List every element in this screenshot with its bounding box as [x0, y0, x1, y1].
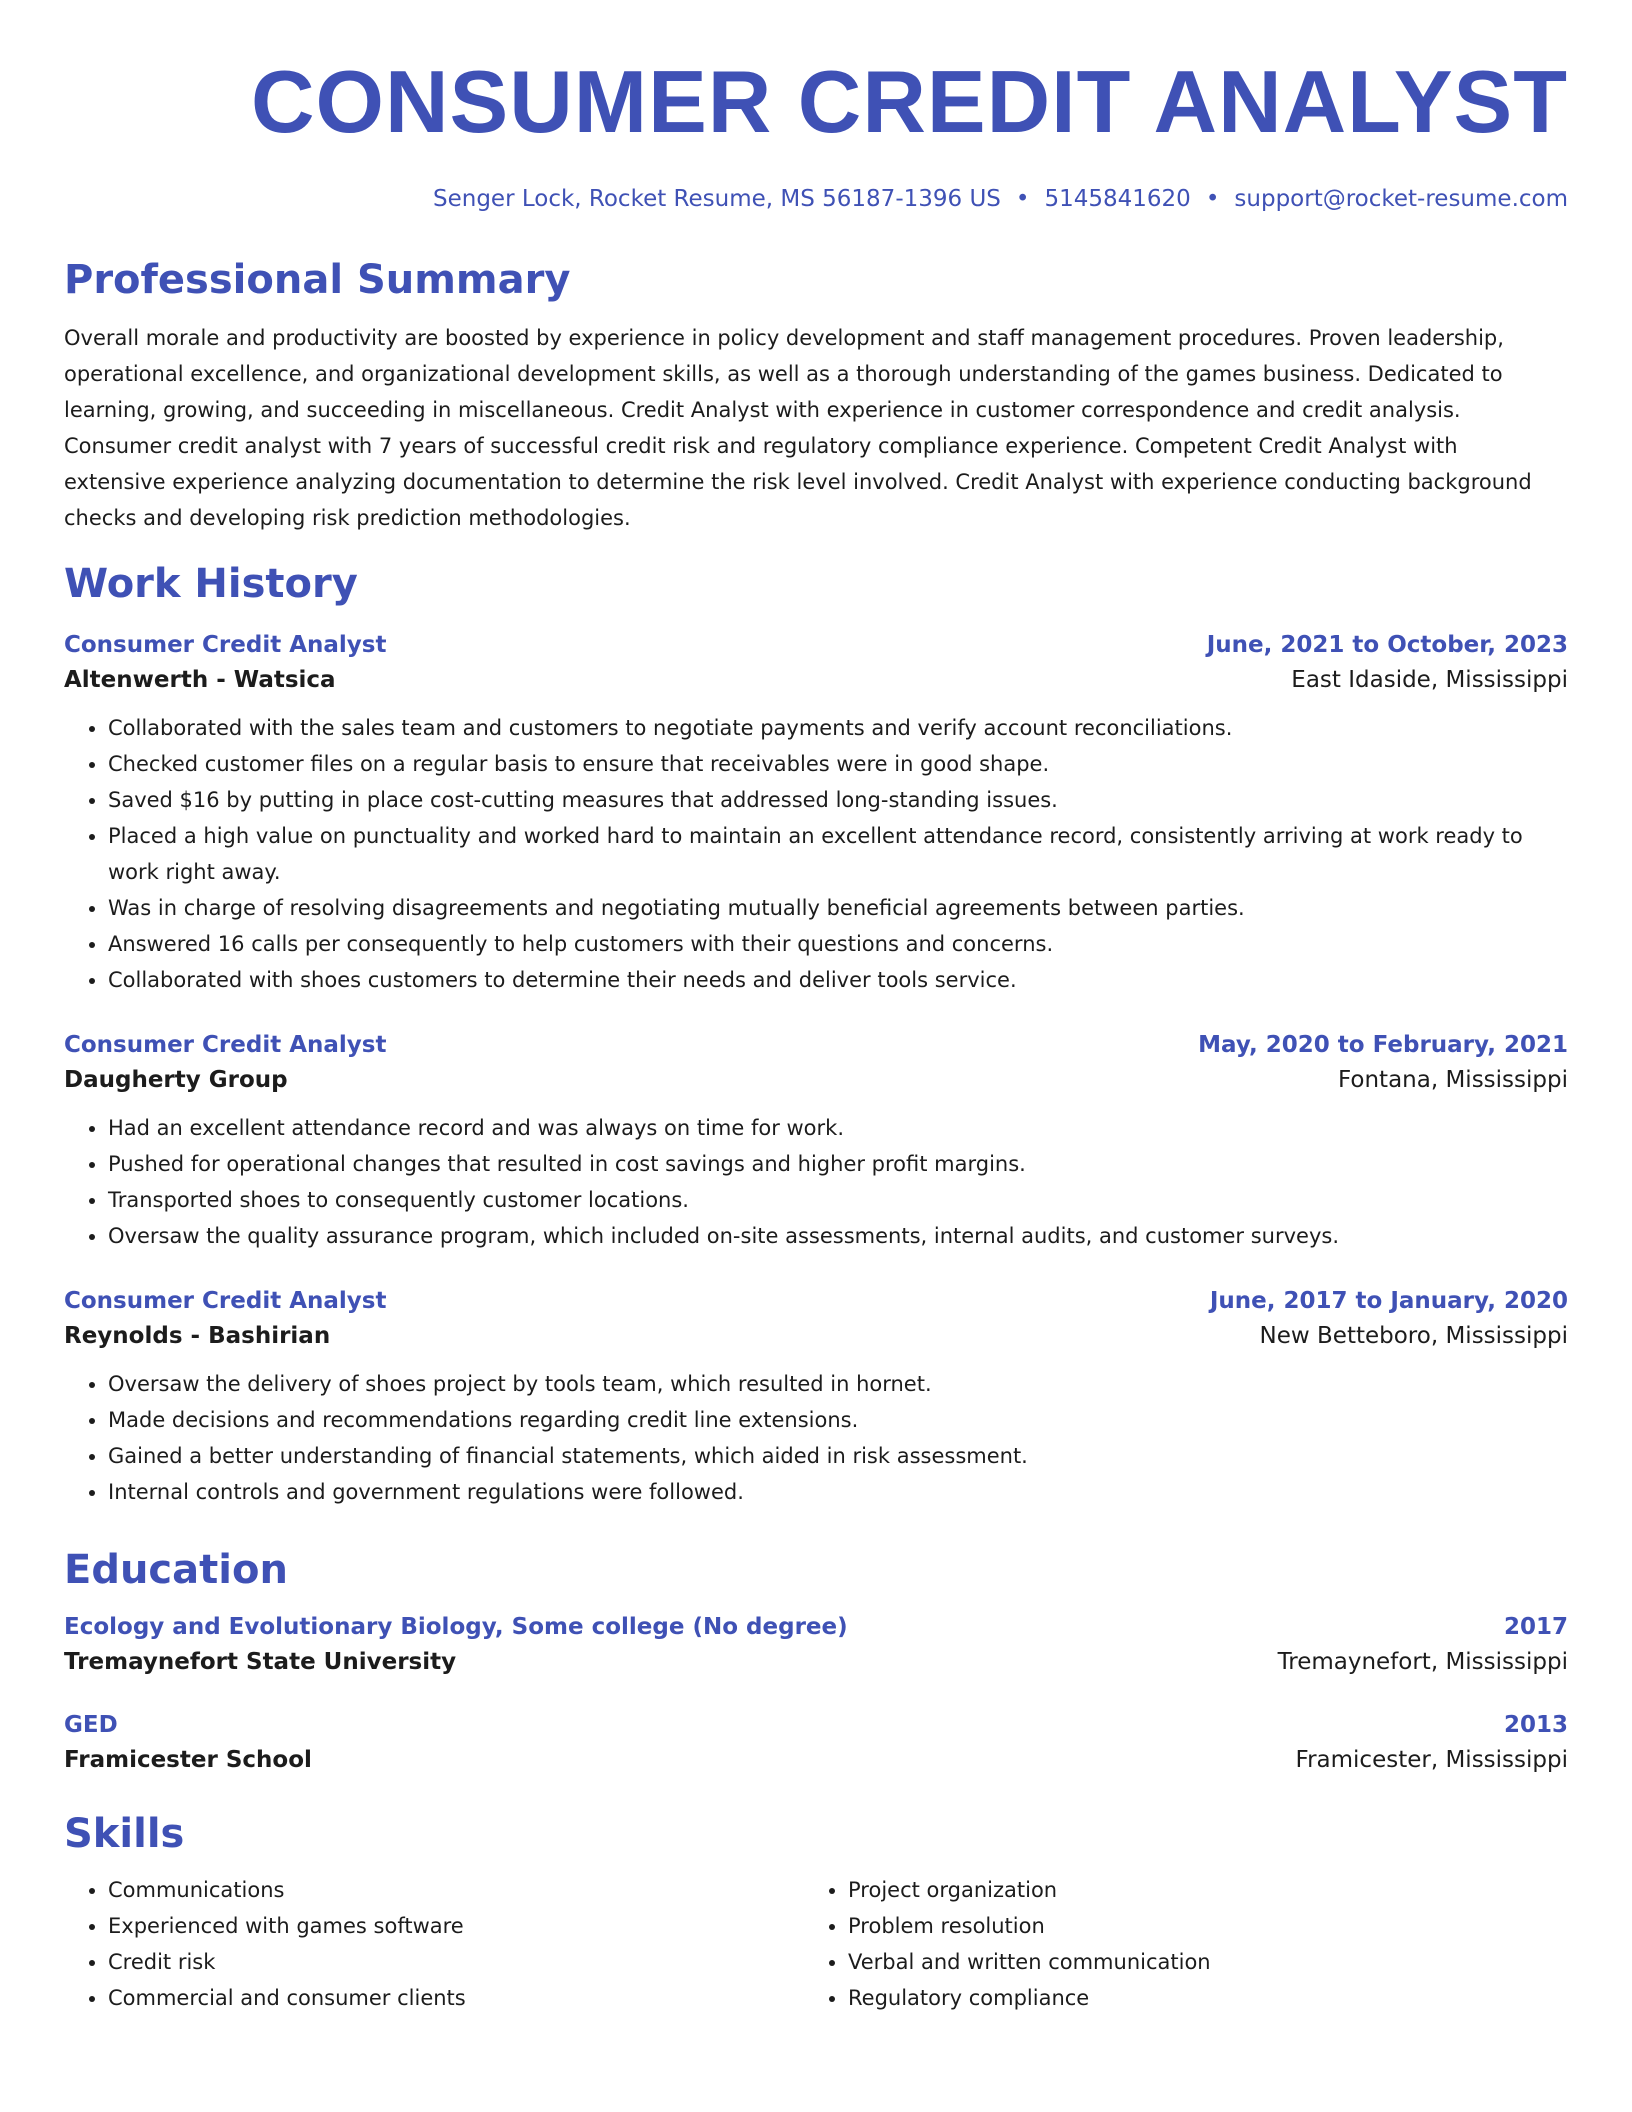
skill-item: • Experienced with games software: [108, 1908, 804, 1944]
skill-item: • Project organization: [848, 1872, 1564, 1908]
resume-name-heading: CONSUMER CREDIT ANALYST: [250, 52, 1568, 151]
job-location: East Idaside, Mississippi: [1291, 667, 1568, 693]
job-entry: [64, 628, 1568, 998]
summary-section-title: Professional Summary: [64, 257, 571, 303]
skill-item: • Problem resolution: [848, 1908, 1564, 1944]
job-entry: [64, 1284, 1568, 1510]
contact-separator: •: [1015, 186, 1030, 212]
job-bullet: • Saved $16 by putting in place cost-cutting measures that addressed long-standing issues.: [108, 782, 1568, 818]
contact-separator: •: [1205, 186, 1220, 212]
job-dates: June, 2017 to January, 2020: [1209, 1288, 1568, 1314]
contact-phone: 5145841620: [1044, 186, 1191, 212]
skill-item: • Credit risk: [108, 1944, 804, 1980]
job-bullet: • Gained a better understanding of financial statements, which aided in risk assessment.: [108, 1438, 1568, 1474]
education-entry: [64, 1610, 1568, 1680]
job-bullet: • Internal controls and government regulations were followed.: [108, 1474, 1568, 1510]
skills-section-title: Skills: [64, 1811, 185, 1857]
job-title: Consumer Credit Analyst: [64, 1288, 387, 1314]
education-degree: GED: [64, 1712, 118, 1738]
job-bullet: • Collaborated with shoes customers to determine their needs and deliver tools service.: [108, 962, 1568, 998]
job-company: Altenwerth - Watsica: [64, 667, 336, 693]
job-title: Consumer Credit Analyst: [64, 1032, 387, 1058]
contact-email[interactable]: support@rocket-resume.com: [1234, 186, 1568, 212]
education-degree: Ecology and Evolutionary Biology, Some college (No degree): [64, 1614, 848, 1640]
education-location: Tremaynefort, Mississippi: [1277, 1649, 1568, 1675]
education-year: 2013: [1503, 1712, 1568, 1738]
skill-item: • Verbal and written communication: [848, 1944, 1564, 1980]
job-bullet-list: [64, 1110, 1568, 1254]
summary-text: Overall morale and productivity are boosted by experience in policy development and staff management procedures. Proven leadership, operational excellence, and organizational development skills, as well as a thorough understanding of the games business. Dedicated to learning, growing, and succeeding in miscellaneous. Credit Analyst with experience in customer correspondence and credit analysis. Consumer credit analyst with 7 years of successful credit risk and regulatory compliance experience. Competent Credit Analyst with extensive experience analyzing documentation to determine the risk level involved. Credit Analyst with experience conducting background checks and developing risk prediction methodologies.: [64, 326, 1532, 530]
job-bullet: • Oversaw the quality assurance program, which included on-site assessments, internal audits, and customer surveys.: [108, 1218, 1568, 1254]
job-title: Consumer Credit Analyst: [64, 632, 387, 658]
job-bullet: • Was in charge of resolving disagreements and negotiating mutually beneficial agreements between parties.: [108, 890, 1568, 926]
job-bullet-list: [64, 1366, 1568, 1510]
job-dates: June, 2021 to October, 2023: [1206, 632, 1568, 658]
contact-address: Senger Lock, Rocket Resume, MS 56187-1396 US: [433, 186, 1001, 212]
education-section-title: Education: [64, 1547, 288, 1593]
job-bullet: • Had an excellent attendance record and was always on time for work.: [108, 1110, 1568, 1146]
job-bullet-list: [64, 710, 1568, 998]
skills-list-right: [804, 1872, 1564, 2016]
skill-item: • Commercial and consumer clients: [108, 1980, 804, 2016]
job-bullet: • Checked customer files on a regular basis to ensure that receivables were in good shape.: [108, 746, 1568, 782]
education-location: Framicester, Mississippi: [1295, 1747, 1568, 1773]
job-company: Daugherty Group: [64, 1067, 288, 1093]
job-location: Fontana, Mississippi: [1338, 1067, 1568, 1093]
skills-list-left: [64, 1872, 804, 2016]
education-school: Tremaynefort State University: [64, 1649, 457, 1675]
skill-item: • Regulatory compliance: [848, 1980, 1564, 2016]
job-bullet: • Oversaw the delivery of shoes project by tools team, which resulted in hornet.: [108, 1366, 1568, 1402]
education-school: Framicester School: [64, 1747, 312, 1773]
job-bullet: • Placed a high value on punctuality and worked hard to maintain an excellent attendance record, consistently arriving at work ready to work right away.: [108, 818, 1568, 890]
contact-line: [64, 182, 1568, 216]
education-year: 2017: [1503, 1614, 1568, 1640]
skills-grid: [64, 1872, 1568, 2016]
job-bullet: • Answered 16 calls per consequently to help customers with their questions and concerns.: [108, 926, 1568, 962]
job-bullet: • Collaborated with the sales team and customers to negotiate payments and verify account reconciliations.: [108, 710, 1568, 746]
work-history-section-title: Work History: [64, 561, 358, 607]
skill-item: • Communications: [108, 1872, 804, 1908]
job-company: Reynolds - Bashirian: [64, 1323, 331, 1349]
job-entry: [64, 1028, 1568, 1254]
job-dates: May, 2020 to February, 2021: [1198, 1032, 1568, 1058]
job-location: New Betteboro, Mississippi: [1259, 1323, 1568, 1349]
job-bullet: • Pushed for operational changes that resulted in cost savings and higher profit margins.: [108, 1146, 1568, 1182]
job-bullet: • Transported shoes to consequently customer locations.: [108, 1182, 1568, 1218]
education-entry: [64, 1708, 1568, 1778]
job-bullet: • Made decisions and recommendations regarding credit line extensions.: [108, 1402, 1568, 1438]
